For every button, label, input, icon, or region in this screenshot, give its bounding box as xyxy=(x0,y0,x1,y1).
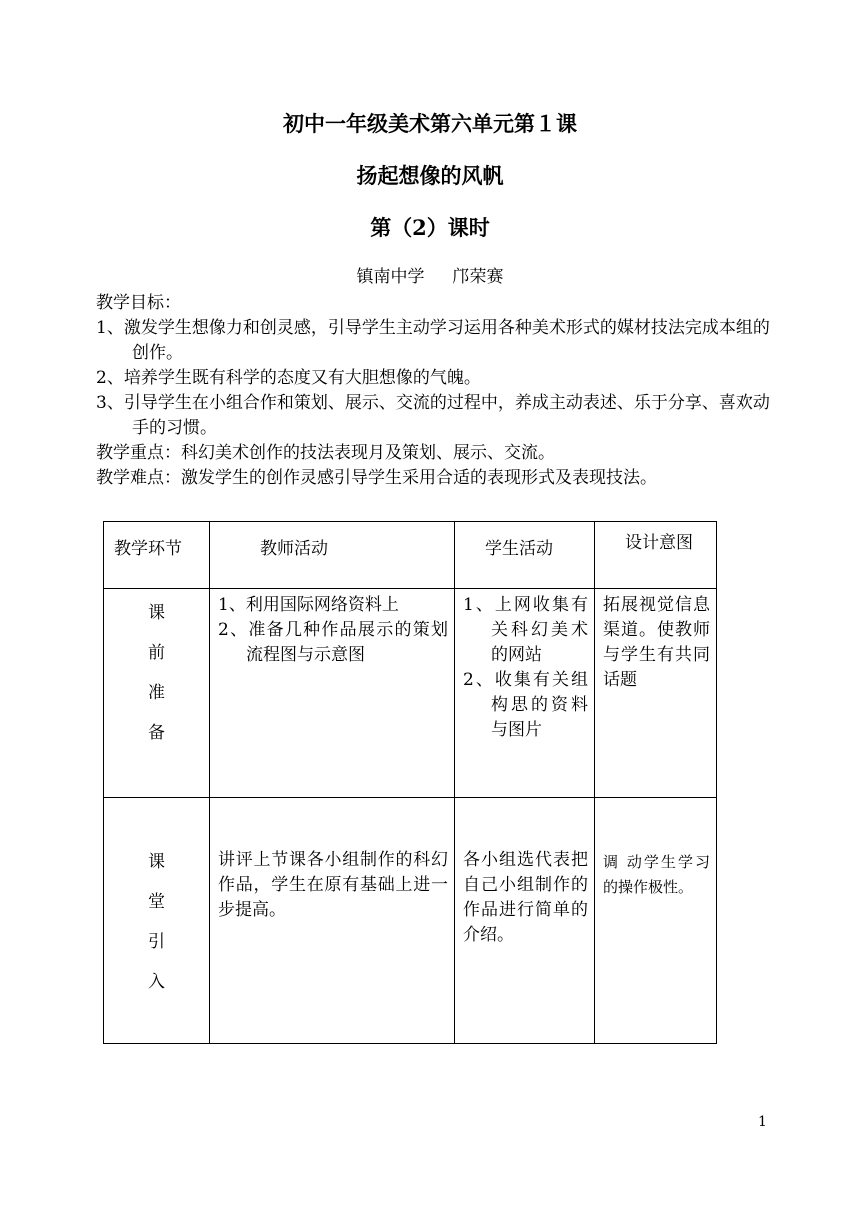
student-activity: 各小组选代表把自己小组制作的作品进行简单的介绍。 xyxy=(463,850,588,945)
header-student: 学生活动 xyxy=(485,539,553,559)
table-header-row xyxy=(104,522,717,589)
teacher-activity: 讲评上节课各小组制作的科幻作品，学生在原有基础上进一步提高。 xyxy=(218,850,448,920)
objective-item: 2、培养学生既有科学的态度又有大胆想像的气魄。 xyxy=(96,368,481,388)
objective-item: 3、引导学生在小组合作和策划、展示、交流的过程中，养成主动表述、乐于分享、喜欢动手的习惯。 xyxy=(96,393,770,438)
objective-item: 1、激发学生想像力和创灵感，引导学生主动学习运用各种美术形式的媒材技法完成本组的创作。 xyxy=(96,318,770,363)
lesson-table xyxy=(103,521,717,1044)
list-item: 1、利用国际网络资料上 xyxy=(218,595,399,615)
author-line xyxy=(0,262,860,287)
stage-char: 课 xyxy=(148,603,165,623)
list-item: 2、准备几种作品展示的策划流程图与示意图 xyxy=(218,620,448,665)
stage-char: 前 xyxy=(148,643,165,663)
list-item: 1、上网收集有关科幻美术的网站 xyxy=(463,595,588,665)
header-stage: 教学环节 xyxy=(114,539,182,559)
header-intent: 设计意图 xyxy=(625,533,693,553)
stage-char: 备 xyxy=(148,723,165,743)
author-name: 邝荣赛 xyxy=(452,267,504,287)
stage-char: 入 xyxy=(148,972,165,992)
header-teacher: 教师活动 xyxy=(260,539,328,559)
teacher-activity xyxy=(210,589,454,668)
key-points: 教学重点：科幻美术创作的技法表现月及策划、展示、交流。 xyxy=(96,443,555,463)
objectives-heading: 教学目标： xyxy=(96,293,181,313)
student-activity xyxy=(455,589,594,743)
page-number: 1 xyxy=(758,1114,767,1130)
document-title: 初中一年级美术第六单元第１课 xyxy=(283,111,577,136)
lesson-subtitle: 扬起想像的风帆 xyxy=(356,163,504,188)
stage-char: 课 xyxy=(148,852,165,872)
stage-label xyxy=(104,798,209,1002)
stage-char: 堂 xyxy=(148,892,165,912)
list-item: 2、收集有关组构思的资料与图片 xyxy=(463,670,588,740)
design-intent: 调 动学生学习的操作极性。 xyxy=(603,853,710,896)
stage-char: 引 xyxy=(148,932,165,952)
objectives-section xyxy=(96,291,776,491)
author-school: 镇南中学 xyxy=(356,267,425,287)
difficulties: 教学难点：激发学生的创作灵感引导学生采用合适的表现形式及表现技法。 xyxy=(96,468,657,488)
stage-char: 准 xyxy=(148,683,165,703)
design-intent: 拓展视觉信息渠道。使教师与学生有共同话题 xyxy=(603,595,710,690)
lesson-period: 第（2）课时 xyxy=(370,215,490,240)
stage-label xyxy=(104,589,209,753)
table-row xyxy=(104,798,717,1044)
table-row xyxy=(104,589,717,798)
